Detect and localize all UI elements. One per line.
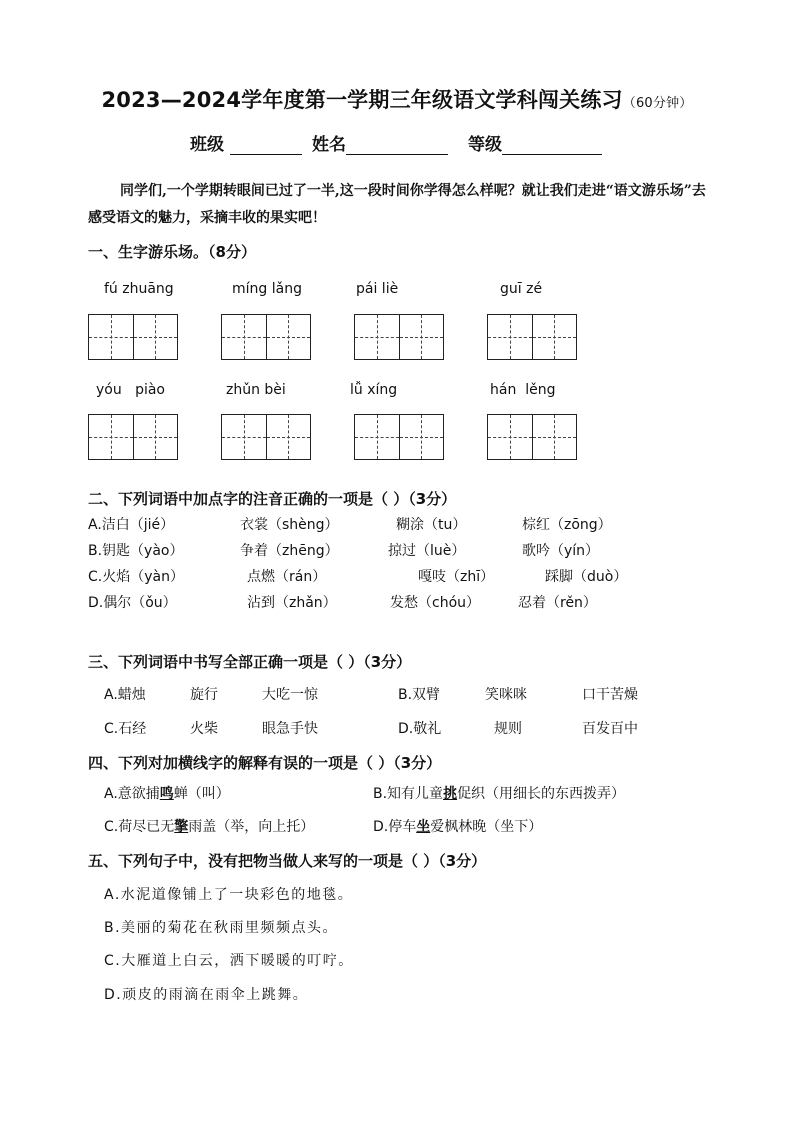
- writing-grid[interactable]: [354, 414, 444, 460]
- option-item: D.偶尔（ǒu）: [88, 595, 177, 611]
- writing-grid[interactable]: [487, 314, 577, 360]
- writing-grid[interactable]: [487, 414, 577, 460]
- option-item: 忍着（rěn）: [518, 595, 597, 611]
- section5-heading: 五、下列句子中，没有把物当做人来写的一项是（ ）（3分）: [88, 852, 487, 870]
- writing-grid[interactable]: [221, 414, 311, 460]
- option-item: 歌吟（yín）: [522, 543, 600, 559]
- option-item: D.敬礼: [398, 721, 442, 737]
- option-item: 眼急手快: [262, 721, 318, 737]
- name-field[interactable]: [346, 136, 448, 155]
- class-label: 班级: [190, 135, 224, 155]
- writing-grid[interactable]: [221, 314, 311, 360]
- option-text: 促织（用细长的东西拨弄）: [457, 786, 626, 802]
- option-item: 大吃一惊: [262, 687, 318, 703]
- option-item: 嘎吱（zhī）: [418, 569, 495, 585]
- writing-grid[interactable]: [88, 414, 178, 460]
- writing-grid[interactable]: [88, 314, 178, 360]
- option-item: A.洁白（jié）: [88, 517, 175, 533]
- underlined-char: 坐: [416, 819, 431, 835]
- option-item: B.钥匙（yào）: [88, 543, 184, 559]
- option-text: 雨盖（举，向上托）: [188, 819, 315, 835]
- option-item: C.大雁道上白云，洒下暖暖的叮咛。: [104, 953, 354, 969]
- page-title: [0, 84, 794, 114]
- pinyin-label: míng lǎng: [232, 281, 302, 297]
- option-item: 点燃（rán）: [247, 569, 327, 585]
- section4-heading: 四、下列对加横线字的解释有误的一项是（ ）（3分）: [88, 754, 442, 772]
- option-text: 蝉（叫）: [173, 786, 230, 802]
- option-item: B.双臂: [398, 687, 441, 703]
- option-item: 发愁（chóu）: [390, 595, 481, 611]
- option-item: 沾到（zhǎn）: [247, 595, 337, 611]
- option-item: 衣裳（shèng）: [240, 517, 339, 533]
- option-item: 规则: [494, 721, 522, 737]
- option-text: 爱枫林晚（坐下）: [430, 819, 543, 835]
- option-item: [104, 816, 314, 836]
- writing-grid[interactable]: [354, 314, 444, 360]
- name-label: 姓名: [312, 135, 346, 155]
- grade-label: 等级: [468, 135, 502, 155]
- underlined-char: 鸣: [159, 786, 174, 802]
- option-item: B.美丽的菊花在秋雨里频频点头。: [104, 920, 339, 936]
- pinyin-label: hán lěng: [490, 382, 556, 398]
- option-item: D.顽皮的雨滴在雨伞上跳舞。: [104, 987, 309, 1003]
- pinyin-label: lǚ xíng: [350, 382, 398, 398]
- option-item: 踩脚（duò）: [545, 569, 628, 585]
- option-item: A.水泥道像铺上了一块彩色的地毯。: [104, 887, 354, 903]
- option-item: 笑咪咪: [485, 687, 527, 703]
- option-text: A.意欲捕: [104, 786, 160, 802]
- pinyin-label: yóu piào: [96, 382, 165, 398]
- intro-paragraph: 同学们,一个学期转眼间已过了一半,这一段时间你学得怎么样呢？就让我们走进“语文游乐场”去感受语文的魅力，采摘丰收的果实吧！: [88, 183, 706, 226]
- option-item: [373, 783, 625, 803]
- pinyin-label: pái liè: [356, 281, 399, 297]
- option-item: C.石经: [104, 721, 147, 737]
- option-text: C.荷尽已无: [104, 819, 175, 835]
- section1-heading: 一、生字游乐场。（8分）: [88, 243, 256, 261]
- underlined-char: 挑: [443, 786, 458, 802]
- title-text: 2023—2024学年度第一学期三年级语文学科闯关练习: [101, 88, 623, 112]
- option-item: A.蜡烛: [104, 687, 146, 703]
- student-info-row: [190, 130, 640, 155]
- option-item: 掠过（luè）: [388, 543, 466, 559]
- option-item: C.火焰（yàn）: [88, 569, 184, 585]
- grade-field[interactable]: [502, 136, 602, 155]
- class-field[interactable]: [230, 136, 302, 155]
- option-item: 棕红（zōng）: [522, 517, 612, 533]
- option-item: 火柴: [190, 721, 218, 737]
- underlined-char: 擎: [174, 819, 189, 835]
- section3-heading: 三、下列词语中书写全部正确一项是（ ）（3分）: [88, 653, 412, 671]
- option-text: D.停车: [373, 819, 417, 835]
- option-item: 争着（zhēng）: [240, 543, 339, 559]
- option-item: [104, 783, 230, 803]
- pinyin-label: guī zé: [500, 281, 543, 297]
- option-item: 口干苦燥: [582, 687, 638, 703]
- section2-heading: 二、下列词语中加点字的注音正确的一项是（ ）（3分）: [88, 490, 457, 508]
- option-item: 旋行: [190, 687, 218, 703]
- pinyin-label: fú zhuāng: [104, 281, 174, 297]
- option-item: 糊涂（tu）: [396, 517, 467, 533]
- option-item: 百发百中: [582, 721, 638, 737]
- option-item: [373, 816, 542, 836]
- title-duration: （60分钟）: [622, 96, 693, 111]
- option-text: B.知有儿童: [373, 786, 444, 802]
- pinyin-label: zhǔn bèi: [226, 382, 286, 398]
